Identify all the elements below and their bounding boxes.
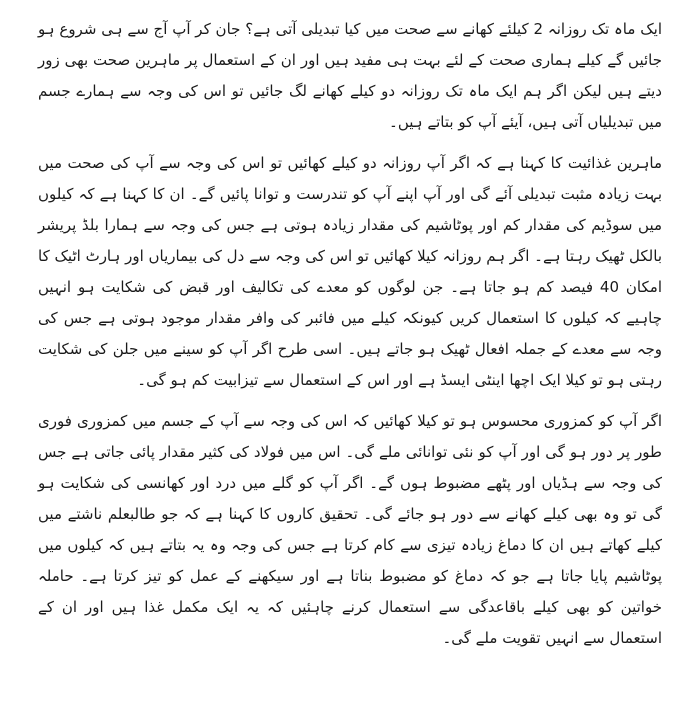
article-paragraph-2: ماہرین غذائیت کا کہنا ہے کہ اگر آپ روزانہ دو کیلے کھائیں تو اس کی وجہ سے آپ کی صحت میں بہت زیادہ مثبت تبدیلی آئے گی اور آپ اپنے آپ کو تندرست و توانا پائیں گے۔ ان کا کہنا ہے کہ کیلوں میں سوڈیم کی مقدار کم اور پوٹاشیم کی مقدار زیادہ ہوتی ہے جس کی وجہ سے ہمارا بلڈ پریشر بالکل ٹھیک رہتا ہے۔ اگر ہم روزانہ کیلا کھائیں تو اس کی وجہ سے دل کی بیماریاں اور ہارٹ اٹیک کا امکان 40 فیصد کم ہو جاتا ہے۔ جن لوگوں کو معدے کی تکالیف اور قبض کی شکایت ہو انہیں چاہیے کہ کیلوں کا استعمال کریں کیونکہ کیلے میں فائبر کی وافر مقدار موجود ہوتی ہے جس کی وجہ سے معدے کے جملہ افعال ٹھیک ہو جاتے ہیں۔ اسی طرح اگر آپ کو سینے میں جلن کی شکایت رہتی ہو تو کیلا ایک اچھا اینٹی ایسڈ ہے اور اس کے استعمال سے تیزابیت کم ہو گی۔ <box>38 154 662 389</box>
article-body <box>38 14 662 654</box>
article-paragraph-3: اگر آپ کو کمزوری محسوس ہو تو کیلا کھائیں کہ اس کی وجہ سے آپ کے جسم میں کمزوری فوری طور پر دور ہو گی اور آپ کو نئی توانائی ملے گی۔ اس میں فولاد کی کثیر مقدار پائی جاتی ہے جس کی وجہ سے ہڈیاں اور پٹھے مضبوط ہوں گے۔ اگر آپ کو گلے میں درد اور کھانسی کی شکایت ہو گی تو وہ بھی کیلے کھانے سے دور ہو جائے گی۔ تحقیق کاروں کا کہنا ہے کہ جو طالبعلم ناشتے میں کیلے کھاتے ہیں ان کا دماغ زیادہ تیزی سے کام کرتا ہے جس کی وجہ وہ یہ بتاتے ہیں کہ کیلوں میں پوٹاشیم پایا جاتا ہے جو کہ دماغ کو مضبوط بناتا ہے اور سیکھنے کے عمل کو تیز کرتا ہے۔ حاملہ خواتین کو بھی کیلے باقاعدگی سے استعمال کرنے چاہئیں کہ یہ ایک مکمل غذا ہیں اور ان کے استعمال سے انہیں تقویت ملے گی۔ <box>38 412 662 647</box>
article-paragraph-1: ایک ماہ تک روزانہ 2 کیلئے کھانے سے صحت میں کیا تبدیلی آتی ہے؟ جان کر آپ آج سے ہی شروع ہو جائیں گے کیلے ہماری صحت کے لئے بہت ہی مفید ہیں اور ان کے استعمال پر ماہرین صحت بھی زور دیتے ہیں لیکن اگر ہم ایک ماہ تک روزانہ دو کیلے کھانے لگ جائیں تو اس کی وجہ سے ہمارے جسم میں تبدیلیاں آتی ہیں، آیئے آپ کو بتاتے ہیں۔ <box>38 20 663 131</box>
